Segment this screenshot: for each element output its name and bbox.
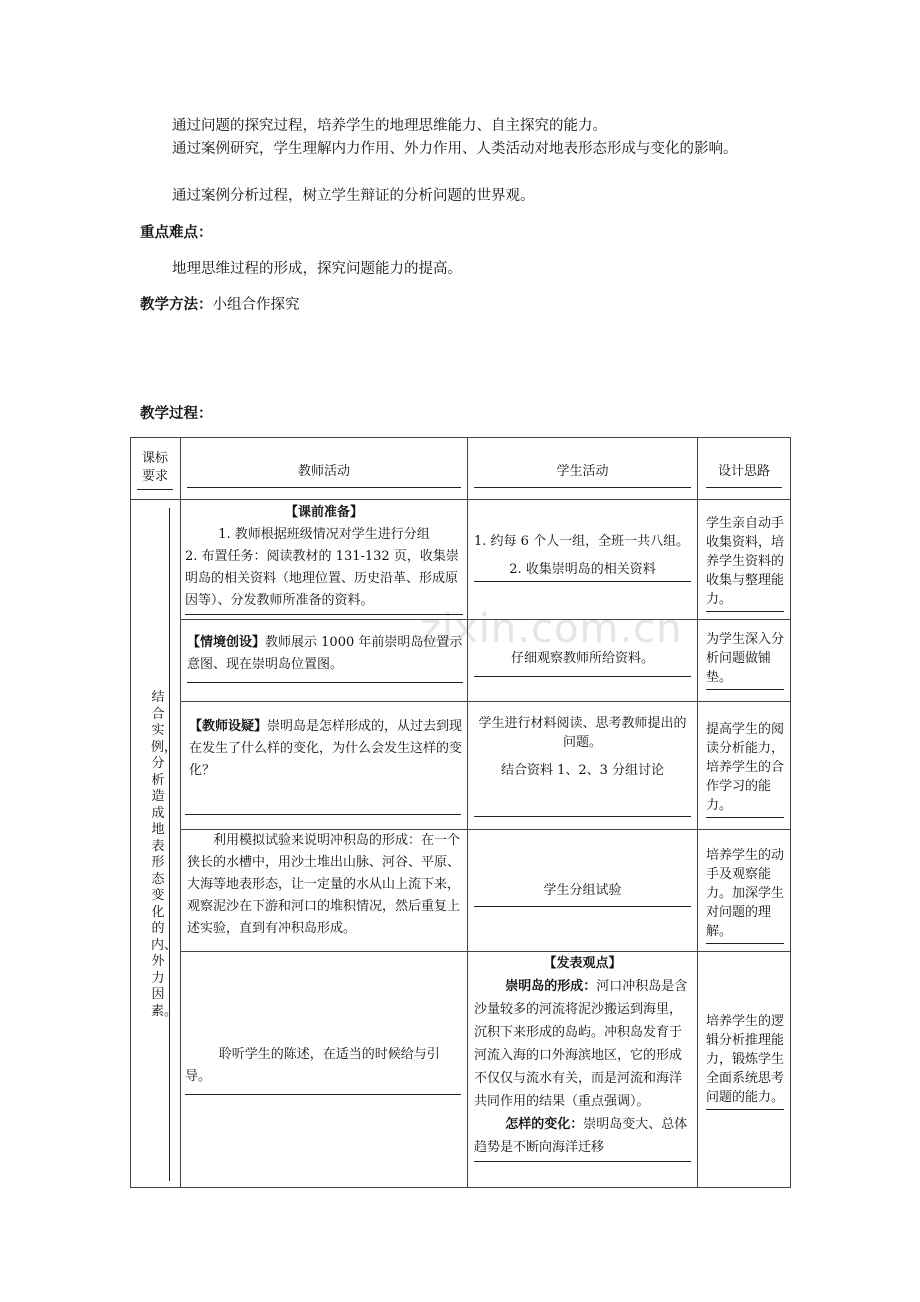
lesson-table xyxy=(130,437,791,1188)
design-text-5: 培养学生的逻辑分析推理能力，锻炼学生全面系统思考问题的能力。 xyxy=(706,1012,784,1110)
teacher-cell xyxy=(181,702,468,830)
design-cell xyxy=(698,500,791,620)
key-points-heading: 重点难点： xyxy=(140,225,213,241)
formation-text: 河口冲积岛是含沙量较多的河流将泥沙搬运到海里，沉积下来形成的岛屿。冲积岛发育于河流入海的口外海滨地区，它的形成不仅仅与流水有关，而是河流和海洋共同作用的结果（重点强调）。 xyxy=(474,979,688,1109)
header-teacher: 教师活动 xyxy=(181,438,468,500)
question-title: 【教师设疑】 xyxy=(189,719,268,734)
table-row xyxy=(131,952,791,1188)
student-cell xyxy=(468,830,698,952)
opinion-title: 【发表观点】 xyxy=(543,956,622,971)
experiment-student-text: 学生分组试验 xyxy=(474,880,691,907)
objective-line-1: 通过问题的探究过程，培养学生的地理思维能力、自主探究的能力。 xyxy=(172,118,607,134)
student-cell xyxy=(468,702,698,830)
table-row xyxy=(131,500,791,620)
table-header-row xyxy=(131,438,791,500)
listen-text: 聆听学生的陈述，在适当的时候给与引导。 xyxy=(185,1044,461,1095)
header-standard: 课标要求 xyxy=(131,438,181,500)
process-heading: 教学过程： xyxy=(140,406,213,422)
standard-cell xyxy=(131,500,181,1188)
reading-text: 学生进行材料阅读、思考教师提出的问题。 xyxy=(478,716,687,750)
table-row xyxy=(131,830,791,952)
design-text-1: 学生亲自动手收集资料，培养学生资料的收集与整理能力。 xyxy=(706,514,784,612)
observe-text: 仔细观察教师所给资料。 xyxy=(474,648,691,677)
question-text: 崇明岛是怎样形成的，从过去到现在发生了什么样的变化，为什么会发生这样的变化？ xyxy=(189,719,463,778)
method-line xyxy=(140,295,300,315)
teacher-cell xyxy=(181,830,468,952)
design-cell xyxy=(698,620,791,702)
group-line: 1. 约每 6 个人一组，全班一共八组。 xyxy=(474,534,690,549)
prep-title: 【课前准备】 xyxy=(284,505,363,520)
method-heading: 教学方法： xyxy=(140,297,213,313)
design-text-4: 培养学生的动手及观察能力。加深学生对问题的理解。 xyxy=(706,846,784,944)
method-text: 小组合作探究 xyxy=(212,297,300,313)
teacher-cell xyxy=(181,952,468,1188)
scenario-text: 教师展示 1000 年前崇明岛位置示意图、现在崇明岛位置图。 xyxy=(187,635,463,672)
change-text: 崇明岛变大、总体趋势是不断向海洋迁移 xyxy=(474,1117,688,1155)
student-cell xyxy=(468,952,698,1188)
watermark: zixin.com.cn xyxy=(420,606,683,652)
design-text-2: 为学生深入分析问题做铺垫。 xyxy=(706,630,784,690)
change-label: 怎样的变化： xyxy=(505,1117,584,1132)
prep-line-1: 1. 教师根据班级情况对学生进行分组 xyxy=(218,527,430,542)
header-design: 设计思路 xyxy=(698,438,791,500)
design-cell xyxy=(698,952,791,1188)
design-cell xyxy=(698,830,791,952)
table-row xyxy=(131,620,791,702)
prep-line-2: 2. 布置任务：阅读教材的 131-132 页，收集崇明岛的相关资料（地理位置、历史沿革、形成原因等）、分发教师所准备的资料。 xyxy=(185,549,459,608)
objective-line-2: 通过案例研究，学生理解内力作用、外力作用、人类活动对地表形态形成与变化的影响。 xyxy=(172,141,738,157)
experiment-text: 利用模拟试验来说明冲积岛的形成：在一个狭长的水槽中，用沙土堆出山脉、河谷、平原、大海等地表形态，让一定量的水从山上流下来，观察泥沙在下游和河口的堆积情况，然后重复上述实验，直到有冲积岛形成。 xyxy=(187,833,461,936)
student-cell xyxy=(468,620,698,702)
student-cell xyxy=(468,500,698,620)
key-points-text: 地理思维过程的形成，探究问题能力的提高。 xyxy=(172,261,462,277)
teacher-cell xyxy=(181,500,468,620)
design-cell xyxy=(698,702,791,830)
collect-line: 2. 收集崇明岛的相关资料 xyxy=(474,559,691,582)
teacher-cell xyxy=(181,620,468,702)
discuss-text: 结合资料 1、2、3 分组讨论 xyxy=(500,763,665,778)
design-text-3: 提高学生的阅读分析能力，培养学生的合作学习的能力。 xyxy=(706,720,784,818)
scenario-title: 【情境创设】 xyxy=(187,635,266,650)
table-row xyxy=(131,702,791,830)
standard-text: 结合实例，分析造成地表形态变化的内、外力因素。 xyxy=(151,690,178,1019)
header-student: 学生活动 xyxy=(468,438,698,500)
formation-label: 崇明岛的形成： xyxy=(505,979,597,994)
objective-line-3: 通过案例分析过程，树立学生辩证的分析问题的世界观。 xyxy=(172,188,535,204)
